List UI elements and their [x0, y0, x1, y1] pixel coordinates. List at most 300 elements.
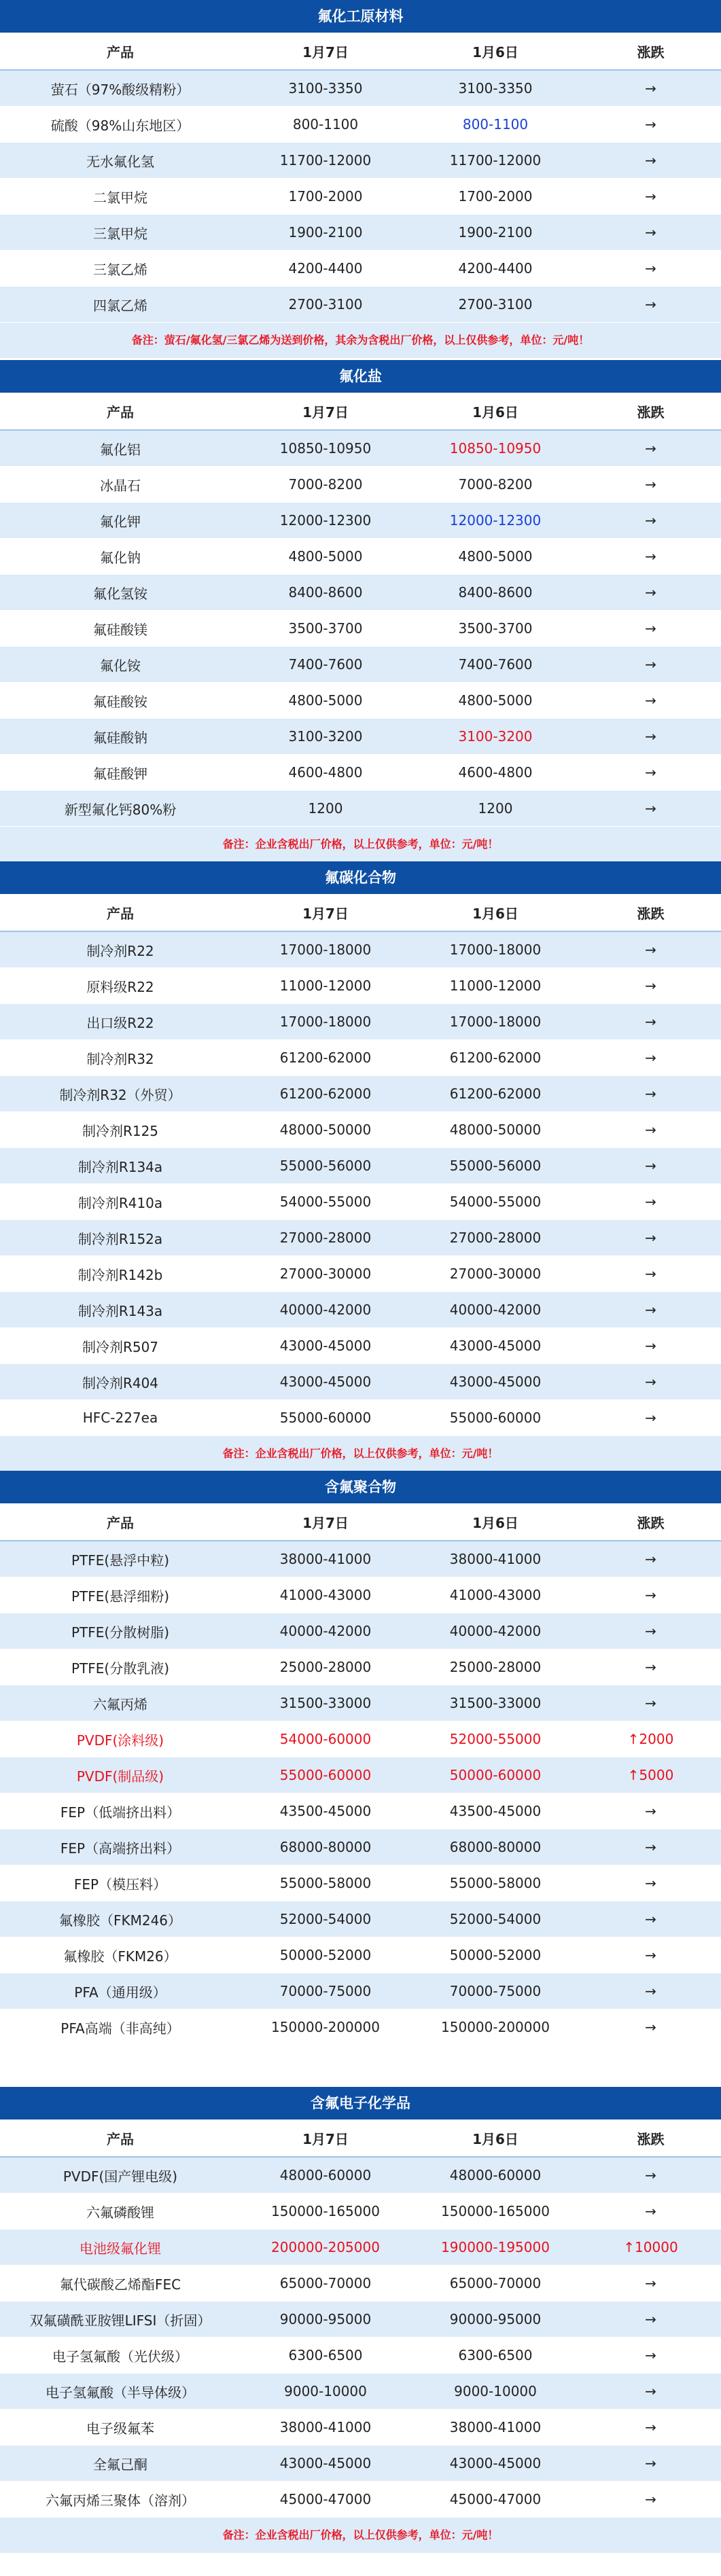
- price-previous: 27000-30000: [410, 1256, 580, 1292]
- col-header-change: 涨跌: [580, 894, 721, 931]
- price-current: 55000-60000: [241, 1400, 410, 1436]
- price-current: 68000-80000: [241, 1829, 410, 1865]
- product-name: 电池级氟化锂: [0, 2230, 241, 2266]
- section: [0, 1471, 721, 2045]
- price-change: →: [580, 1400, 721, 1436]
- product-name: 制冷剂R134a: [0, 1148, 241, 1184]
- price-current: 41000-43000: [241, 1577, 410, 1613]
- section-title: 含氟聚合物: [0, 1471, 721, 1503]
- price-previous: 6300-6500: [410, 2338, 580, 2374]
- price-previous: 61200-62000: [410, 1040, 580, 1076]
- price-current: 43000-45000: [241, 2446, 410, 2482]
- product-name: PFA高端（非高纯）: [0, 2009, 241, 2045]
- price-change: ↑10000: [580, 2230, 721, 2266]
- price-current: 17000-18000: [241, 1004, 410, 1040]
- section: [0, 360, 721, 862]
- price-previous: 10850-10950: [410, 430, 580, 467]
- product-name: 无水氟化氢: [0, 143, 241, 179]
- section: [0, 0, 721, 358]
- price-change: →: [580, 931, 721, 968]
- table-row: [0, 2230, 721, 2266]
- table-row: [0, 2482, 721, 2518]
- table-row: [0, 1220, 721, 1256]
- product-name: PVDF(国产锂电级): [0, 2157, 241, 2194]
- price-previous: 38000-41000: [410, 2410, 580, 2446]
- table-row: [0, 968, 721, 1004]
- product-name: PTFE(悬浮中粒): [0, 1541, 241, 1577]
- header-row: [0, 33, 721, 70]
- table-row: [0, 1541, 721, 1577]
- table-row: [0, 1577, 721, 1613]
- product-name: 三氯乙烯: [0, 251, 241, 287]
- table-row: [0, 1721, 721, 1757]
- table-row: [0, 2338, 721, 2374]
- price-previous: 45000-47000: [410, 2482, 580, 2518]
- price-current: 70000-75000: [241, 1973, 410, 2009]
- product-name: 全氟己酮: [0, 2446, 241, 2482]
- table-row: [0, 503, 721, 539]
- price-change: →: [580, 215, 721, 251]
- price-previous: 2700-3100: [410, 287, 580, 323]
- product-name: 氟硅酸镁: [0, 611, 241, 647]
- product-name: 六氟磷酸锂: [0, 2194, 241, 2230]
- price-current: 48000-50000: [241, 1112, 410, 1148]
- product-name: PVDF(制品级): [0, 1757, 241, 1793]
- price-current: 11000-12000: [241, 968, 410, 1004]
- price-current: 3500-3700: [241, 611, 410, 647]
- price-previous: 38000-41000: [410, 1541, 580, 1577]
- price-current: 150000-200000: [241, 2009, 410, 2045]
- product-name: 氟化氢铵: [0, 575, 241, 611]
- product-name: 二氯甲烷: [0, 179, 241, 215]
- table-row: [0, 2302, 721, 2338]
- price-previous: 9000-10000: [410, 2374, 580, 2410]
- table-row: [0, 2446, 721, 2482]
- product-name: 冰晶石: [0, 467, 241, 503]
- price-change: →: [580, 1112, 721, 1148]
- price-current: 9000-10000: [241, 2374, 410, 2410]
- price-change: →: [580, 539, 721, 575]
- price-previous: 55000-60000: [410, 1400, 580, 1436]
- price-previous: 43500-45000: [410, 1793, 580, 1829]
- price-current: 55000-56000: [241, 1148, 410, 1184]
- product-name: 制冷剂R32: [0, 1040, 241, 1076]
- price-change: →: [580, 683, 721, 719]
- product-name: PTFE(分散树脂): [0, 1613, 241, 1649]
- product-name: 电子氢氟酸（半导体级）: [0, 2374, 241, 2410]
- price-change: →: [580, 1937, 721, 1973]
- price-change: →: [580, 1685, 721, 1721]
- price-current: 40000-42000: [241, 1292, 410, 1328]
- product-name: 原料级R22: [0, 968, 241, 1004]
- price-current: 150000-165000: [241, 2194, 410, 2230]
- table-row: [0, 755, 721, 791]
- price-change: →: [580, 467, 721, 503]
- price-previous: 54000-55000: [410, 1184, 580, 1220]
- product-name: 双氟磺酰亚胺锂LIFSI（折固）: [0, 2302, 241, 2338]
- section-note: 备注：企业含税出厂价格，以上仅供参考，单位：元/吨！: [0, 1436, 721, 1471]
- price-change: →: [580, 179, 721, 215]
- price-table: [0, 1503, 721, 2045]
- table-row: [0, 467, 721, 503]
- section: [0, 2087, 721, 2553]
- price-current: 3100-3200: [241, 719, 410, 755]
- price-change: →: [580, 2194, 721, 2230]
- price-change: →: [580, 2410, 721, 2446]
- product-name: PTFE(悬浮细粉): [0, 1577, 241, 1613]
- table-row: [0, 1685, 721, 1721]
- price-previous: 70000-75000: [410, 1973, 580, 2009]
- price-change: →: [580, 1256, 721, 1292]
- price-change: →: [580, 791, 721, 827]
- product-name: 制冷剂R22: [0, 931, 241, 968]
- price-previous: 12000-12300: [410, 503, 580, 539]
- table-row: [0, 539, 721, 575]
- price-change: →: [580, 287, 721, 323]
- col-header-product: 产品: [0, 1503, 241, 1541]
- price-previous: 52000-55000: [410, 1721, 580, 1757]
- col-header-product: 产品: [0, 894, 241, 931]
- col-header-date2: 1月6日: [410, 1503, 580, 1541]
- price-previous: 48000-50000: [410, 1112, 580, 1148]
- price-previous: 65000-70000: [410, 2266, 580, 2302]
- price-change: →: [580, 755, 721, 791]
- product-name: 氟硅酸铵: [0, 683, 241, 719]
- price-previous: 43000-45000: [410, 1328, 580, 1364]
- col-header-change: 涨跌: [580, 1503, 721, 1541]
- table-row: [0, 1076, 721, 1112]
- section-note: 备注：企业含税出厂价格，以上仅供参考，单位：元/吨！: [0, 2518, 721, 2553]
- table-row: [0, 287, 721, 323]
- price-change: →: [580, 611, 721, 647]
- price-change: →: [580, 1004, 721, 1040]
- price-previous: 43000-45000: [410, 2446, 580, 2482]
- price-current: 11700-12000: [241, 143, 410, 179]
- product-name: 制冷剂R404: [0, 1364, 241, 1400]
- price-current: 48000-60000: [241, 2157, 410, 2194]
- price-previous: 1200: [410, 791, 580, 827]
- price-change: →: [580, 503, 721, 539]
- price-previous: 800-1100: [410, 107, 580, 143]
- product-name: FEP（高端挤出料）: [0, 1829, 241, 1865]
- col-header-date2: 1月6日: [410, 393, 580, 430]
- product-name: HFC-227ea: [0, 1400, 241, 1436]
- col-header-date1: 1月7日: [241, 393, 410, 430]
- col-header-date1: 1月7日: [241, 894, 410, 931]
- col-header-date1: 1月7日: [241, 1503, 410, 1541]
- price-previous: 43000-45000: [410, 1364, 580, 1400]
- price-current: 27000-28000: [241, 1220, 410, 1256]
- table-row: [0, 1829, 721, 1865]
- price-change: →: [580, 1076, 721, 1112]
- product-name: 新型氟化钙80%粉: [0, 791, 241, 827]
- section-note: 备注：企业含税出厂价格，以上仅供参考，单位：元/吨！: [0, 827, 721, 862]
- table-row: [0, 1793, 721, 1829]
- product-name: FEP（低端挤出料）: [0, 1793, 241, 1829]
- table-row: [0, 1865, 721, 1901]
- price-change: →: [580, 251, 721, 287]
- price-current: 7400-7600: [241, 647, 410, 683]
- price-change: →: [580, 1220, 721, 1256]
- price-current: 27000-30000: [241, 1256, 410, 1292]
- table-row: [0, 1184, 721, 1220]
- table-row: [0, 215, 721, 251]
- price-change: →: [580, 647, 721, 683]
- product-name: 电子级氟苯: [0, 2410, 241, 2446]
- table-row: [0, 2194, 721, 2230]
- price-change: →: [580, 70, 721, 107]
- price-previous: 3500-3700: [410, 611, 580, 647]
- table-row: [0, 1937, 721, 1973]
- price-change: →: [580, 2266, 721, 2302]
- product-name: PTFE(分散乳液): [0, 1649, 241, 1685]
- price-table: [0, 393, 721, 827]
- price-previous: 3100-3200: [410, 719, 580, 755]
- price-previous: 3100-3350: [410, 70, 580, 107]
- price-current: 90000-95000: [241, 2302, 410, 2338]
- col-header-change: 涨跌: [580, 33, 721, 70]
- price-previous: 40000-42000: [410, 1613, 580, 1649]
- price-current: 10850-10950: [241, 430, 410, 467]
- section-title: 氟化工原材料: [0, 0, 721, 33]
- section-title: 氟化盐: [0, 360, 721, 393]
- price-change: →: [580, 1793, 721, 1829]
- price-previous: 4800-5000: [410, 683, 580, 719]
- product-name: 出口级R22: [0, 1004, 241, 1040]
- price-change: →: [580, 143, 721, 179]
- product-name: 六氟丙烯三聚体（溶剂）: [0, 2482, 241, 2518]
- price-previous: 55000-58000: [410, 1865, 580, 1901]
- price-current: 4800-5000: [241, 683, 410, 719]
- price-previous: 17000-18000: [410, 931, 580, 968]
- price-change: →: [580, 1328, 721, 1364]
- product-name: PFA（通用级）: [0, 1973, 241, 2009]
- product-name: 氟代碳酸乙烯酯FEC: [0, 2266, 241, 2302]
- price-change: →: [580, 1901, 721, 1937]
- price-change: →: [580, 1184, 721, 1220]
- price-previous: 31500-33000: [410, 1685, 580, 1721]
- price-current: 1900-2100: [241, 215, 410, 251]
- price-change: →: [580, 1148, 721, 1184]
- price-table: [0, 2119, 721, 2518]
- product-name: 硫酸（98%山东地区）: [0, 107, 241, 143]
- price-change: ↑2000: [580, 1721, 721, 1757]
- table-row: [0, 1649, 721, 1685]
- price-current: 55000-60000: [241, 1757, 410, 1793]
- price-previous: 190000-195000: [410, 2230, 580, 2266]
- price-current: 2700-3100: [241, 287, 410, 323]
- col-header-product: 产品: [0, 2119, 241, 2157]
- price-current: 52000-54000: [241, 1901, 410, 1937]
- price-current: 8400-8600: [241, 575, 410, 611]
- price-change: →: [580, 1577, 721, 1613]
- table-row: [0, 1256, 721, 1292]
- price-change: →: [580, 1541, 721, 1577]
- table-row: [0, 1148, 721, 1184]
- price-change: →: [580, 1865, 721, 1901]
- product-name: 四氯乙烯: [0, 287, 241, 323]
- table-row: [0, 143, 721, 179]
- table-row: [0, 1757, 721, 1793]
- table-row: [0, 1040, 721, 1076]
- product-name: 氟硅酸钾: [0, 755, 241, 791]
- price-previous: 4200-4400: [410, 251, 580, 287]
- price-current: 1200: [241, 791, 410, 827]
- price-table: [0, 33, 721, 323]
- price-change: →: [580, 1829, 721, 1865]
- price-current: 55000-58000: [241, 1865, 410, 1901]
- price-change: →: [580, 1364, 721, 1400]
- price-table: [0, 894, 721, 1436]
- table-row: [0, 1973, 721, 2009]
- price-previous: 17000-18000: [410, 1004, 580, 1040]
- table-row: [0, 2009, 721, 2045]
- col-header-date2: 1月6日: [410, 2119, 580, 2157]
- section: [0, 861, 721, 1471]
- col-header-product: 产品: [0, 33, 241, 70]
- price-current: 6300-6500: [241, 2338, 410, 2374]
- col-header-date1: 1月7日: [241, 2119, 410, 2157]
- price-current: 50000-52000: [241, 1937, 410, 1973]
- product-name: 制冷剂R143a: [0, 1292, 241, 1328]
- price-change: →: [580, 2338, 721, 2374]
- price-current: 54000-60000: [241, 1721, 410, 1757]
- header-row: [0, 2119, 721, 2157]
- product-name: 氟化铝: [0, 430, 241, 467]
- price-change: →: [580, 1973, 721, 2009]
- table-row: [0, 107, 721, 143]
- table-row: [0, 1364, 721, 1400]
- price-current: 38000-41000: [241, 2410, 410, 2446]
- product-name: FEP（模压料）: [0, 1865, 241, 1901]
- product-name: 氟化铵: [0, 647, 241, 683]
- table-row: [0, 683, 721, 719]
- price-previous: 50000-52000: [410, 1937, 580, 1973]
- price-change: →: [580, 719, 721, 755]
- product-name: 三氯甲烷: [0, 215, 241, 251]
- price-change: →: [580, 2446, 721, 2482]
- price-previous: 27000-28000: [410, 1220, 580, 1256]
- col-header-date2: 1月6日: [410, 33, 580, 70]
- product-name: 六氟丙烯: [0, 1685, 241, 1721]
- price-previous: 55000-56000: [410, 1148, 580, 1184]
- product-name: PVDF(涂料级): [0, 1721, 241, 1757]
- price-change: →: [580, 2009, 721, 2045]
- price-previous: 90000-95000: [410, 2302, 580, 2338]
- price-change: →: [580, 107, 721, 143]
- table-row: [0, 1292, 721, 1328]
- product-name: 萤石（97%酸级精粉）: [0, 70, 241, 107]
- product-name: 制冷剂R32（外贸）: [0, 1076, 241, 1112]
- section-title: 氟碳化合物: [0, 861, 721, 894]
- table-row: [0, 791, 721, 827]
- price-previous: 48000-60000: [410, 2157, 580, 2194]
- price-change: →: [580, 2302, 721, 2338]
- price-change: →: [580, 2482, 721, 2518]
- product-name: 制冷剂R142b: [0, 1256, 241, 1292]
- price-current: 17000-18000: [241, 931, 410, 968]
- table-row: [0, 719, 721, 755]
- price-change: →: [580, 2374, 721, 2410]
- col-header-product: 产品: [0, 393, 241, 430]
- price-previous: 7400-7600: [410, 647, 580, 683]
- table-row: [0, 1112, 721, 1148]
- product-name: 氟化钠: [0, 539, 241, 575]
- table-row: [0, 575, 721, 611]
- price-change: →: [580, 2157, 721, 2194]
- price-current: 25000-28000: [241, 1649, 410, 1685]
- price-current: 61200-62000: [241, 1040, 410, 1076]
- price-change: →: [580, 1649, 721, 1685]
- price-previous: 7000-8200: [410, 467, 580, 503]
- price-previous: 40000-42000: [410, 1292, 580, 1328]
- price-current: 7000-8200: [241, 467, 410, 503]
- price-previous: 68000-80000: [410, 1829, 580, 1865]
- price-change: →: [580, 1292, 721, 1328]
- price-current: 12000-12300: [241, 503, 410, 539]
- section-note: 备注：萤石/氟化氢/三氯乙烯为送到价格，其余为含税出厂价格，以上仅供参考，单位：元/吨！: [0, 323, 721, 358]
- price-current: 43500-45000: [241, 1793, 410, 1829]
- price-current: 4600-4800: [241, 755, 410, 791]
- price-current: 45000-47000: [241, 2482, 410, 2518]
- price-current: 38000-41000: [241, 1541, 410, 1577]
- price-change: →: [580, 575, 721, 611]
- product-name: 制冷剂R410a: [0, 1184, 241, 1220]
- price-current: 3100-3350: [241, 70, 410, 107]
- table-row: [0, 647, 721, 683]
- price-previous: 150000-200000: [410, 2009, 580, 2045]
- section-title: 含氟电子化学品: [0, 2087, 721, 2119]
- table-row: [0, 2410, 721, 2446]
- price-previous: 4800-5000: [410, 539, 580, 575]
- product-name: 电子氢氟酸（光伏级）: [0, 2338, 241, 2374]
- header-row: [0, 393, 721, 430]
- price-previous: 150000-165000: [410, 2194, 580, 2230]
- product-name: 氟橡胶（FKM246）: [0, 1901, 241, 1937]
- price-previous: 25000-28000: [410, 1649, 580, 1685]
- price-current: 800-1100: [241, 107, 410, 143]
- price-previous: 50000-60000: [410, 1757, 580, 1793]
- price-previous: 11000-12000: [410, 968, 580, 1004]
- price-previous: 1900-2100: [410, 215, 580, 251]
- table-row: [0, 1901, 721, 1937]
- price-current: 65000-70000: [241, 2266, 410, 2302]
- table-row: [0, 179, 721, 215]
- price-current: 31500-33000: [241, 1685, 410, 1721]
- price-current: 54000-55000: [241, 1184, 410, 1220]
- table-row: [0, 70, 721, 107]
- table-row: [0, 611, 721, 647]
- price-previous: 11700-12000: [410, 143, 580, 179]
- table-row: [0, 2157, 721, 2194]
- col-header-date1: 1月7日: [241, 33, 410, 70]
- price-previous: 41000-43000: [410, 1577, 580, 1613]
- product-name: 氟硅酸钠: [0, 719, 241, 755]
- price-change: →: [580, 430, 721, 467]
- price-previous: 61200-62000: [410, 1076, 580, 1112]
- price-previous: 4600-4800: [410, 755, 580, 791]
- product-name: 制冷剂R152a: [0, 1220, 241, 1256]
- product-name: 氟化钾: [0, 503, 241, 539]
- price-change: ↑5000: [580, 1757, 721, 1793]
- header-row: [0, 894, 721, 931]
- price-change: →: [580, 1040, 721, 1076]
- header-row: [0, 1503, 721, 1541]
- price-change: →: [580, 968, 721, 1004]
- col-header-change: 涨跌: [580, 2119, 721, 2157]
- price-current: 1700-2000: [241, 179, 410, 215]
- price-change: →: [580, 1613, 721, 1649]
